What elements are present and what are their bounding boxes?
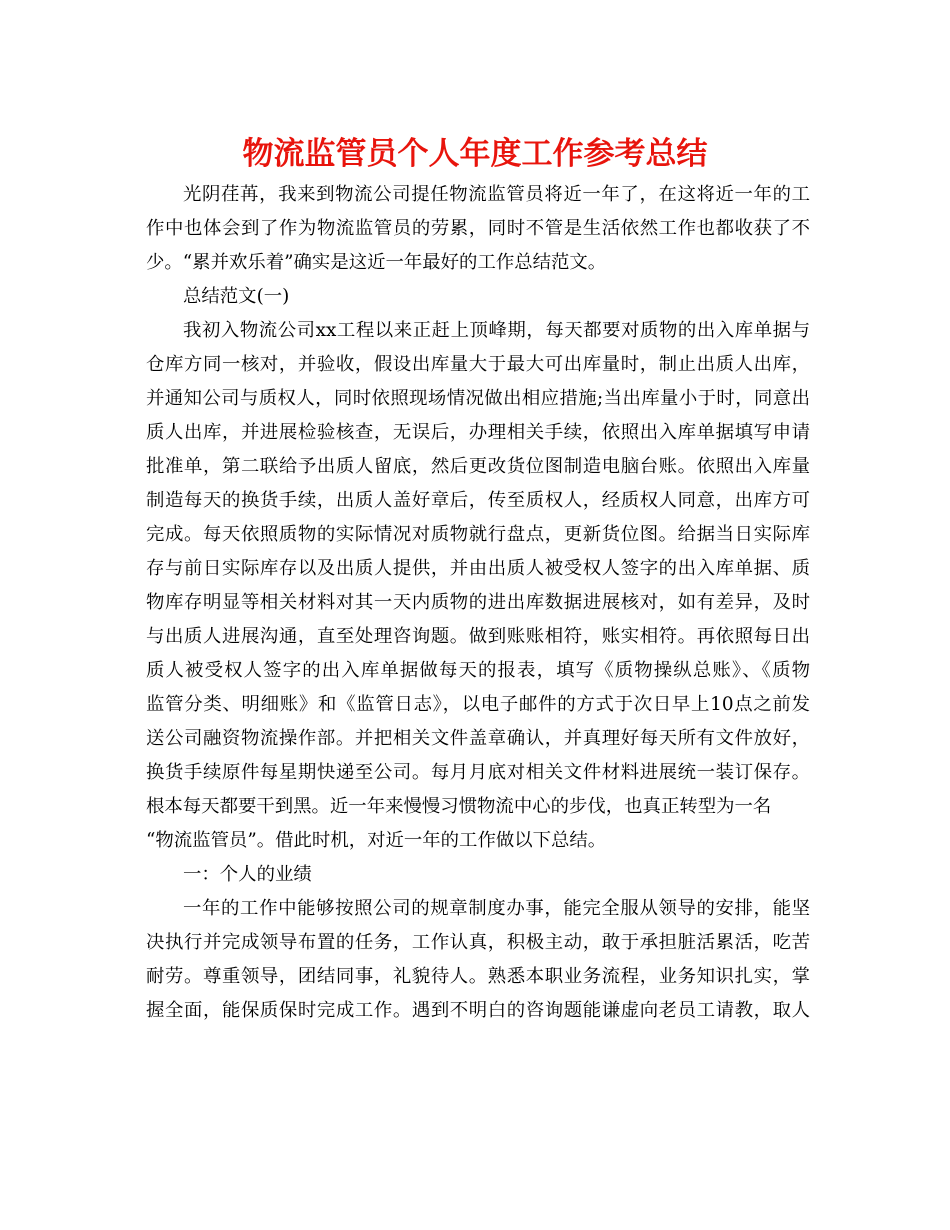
text-line: 监管分类、明细账》和《监管日志》，以电子邮件的方式于次日早上10点之前发 [146,694,810,715]
text-line: 换货手续原件每星期快递至公司。每月月底对相关文件材料进展统一装订保存。 [146,762,810,783]
text-line: 少。“累并欢乐着”确实是这近一年最好的工作总结范文。 [146,252,607,273]
text-line: 仓库方同一核对，并验收，假设出库量大于最大可出库量时，制止出质人出库， [146,354,810,375]
text-line: 并通知公司与质权人，同时依照现场情况做出相应措施;当出库量小于时，同意出 [146,388,810,409]
text-line: 送公司融资物流操作部。并把相关文件盖章确认，并真理好每天所有文件放好， [146,728,810,749]
text-line: 一年的工作中能够按照公司的规章制度办事，能完全服从领导的安排，能坚 [183,898,810,919]
text-line: 决执行并完成领导布置的任务，工作认真，积极主动，敢于承担脏活累活，吃苦 [146,932,810,953]
text-line: 根本每天都要干到黑。近一年来慢慢习惯物流中心的步伐，也真正转型为一名 [146,796,772,817]
text-line: 总结范文(一) [183,286,290,307]
text-line: 批准单，第二联给予出质人留底，然后更改货位图制造电脑台账。依照出入库量 [146,456,810,477]
text-line: 我初入物流公司xx工程以来正赶上顶峰期，每天都要对质物的出入库单据与 [183,320,810,341]
text-line: 物库存明显等相关材料对其一天内质物的进出库数据进展核对，如有差异，及时 [146,592,810,613]
text-line: 存与前日实际库存以及出质人提供，并由出质人被受权人签字的出入库单据、质 [146,558,810,579]
text-line: “物流监管员”。借此时机，对近一年的工作做以下总结。 [146,830,607,851]
text-line: 一：个人的业绩 [183,864,312,885]
text-line: 耐劳。尊重领导，团结同事，礼貌待人。熟悉本职业务流程，业务知识扎实，掌 [146,966,810,987]
text-line: 作中也体会到了作为物流监管员的劳累，同时不管是生活依然工作也都收获了不 [146,218,810,239]
text-line: 质人被受权人签字的出入库单据做每天的报表，填写《质物操纵总账》、《质物 [146,660,810,681]
text-line: 制造每天的换货手续，出质人盖好章后，传至质权人，经质权人同意，出库方可 [146,490,810,511]
text-line: 完成。每天依照质物的实际情况对质物就行盘点，更新货位图。给据当日实际库 [146,524,810,545]
text-line: 与出质人进展沟通，直至处理咨询题。做到账账相符，账实相符。再依照每日出 [146,626,810,647]
document-body [146,178,810,1028]
document-title: 物流监管员个人年度工作参考总结 [242,136,708,172]
text-line: 光阴荏苒，我来到物流公司提任物流监管员将近一年了，在这将近一年的工 [183,184,810,205]
text-line: 质人出库，并进展检验核查，无误后，办理相关手续，依照出入库单据填写申请 [146,422,810,443]
text-line: 握全面，能保质保时完成工作。遇到不明白的咨询题能谦虚向老员工请教，取人 [146,1000,810,1021]
